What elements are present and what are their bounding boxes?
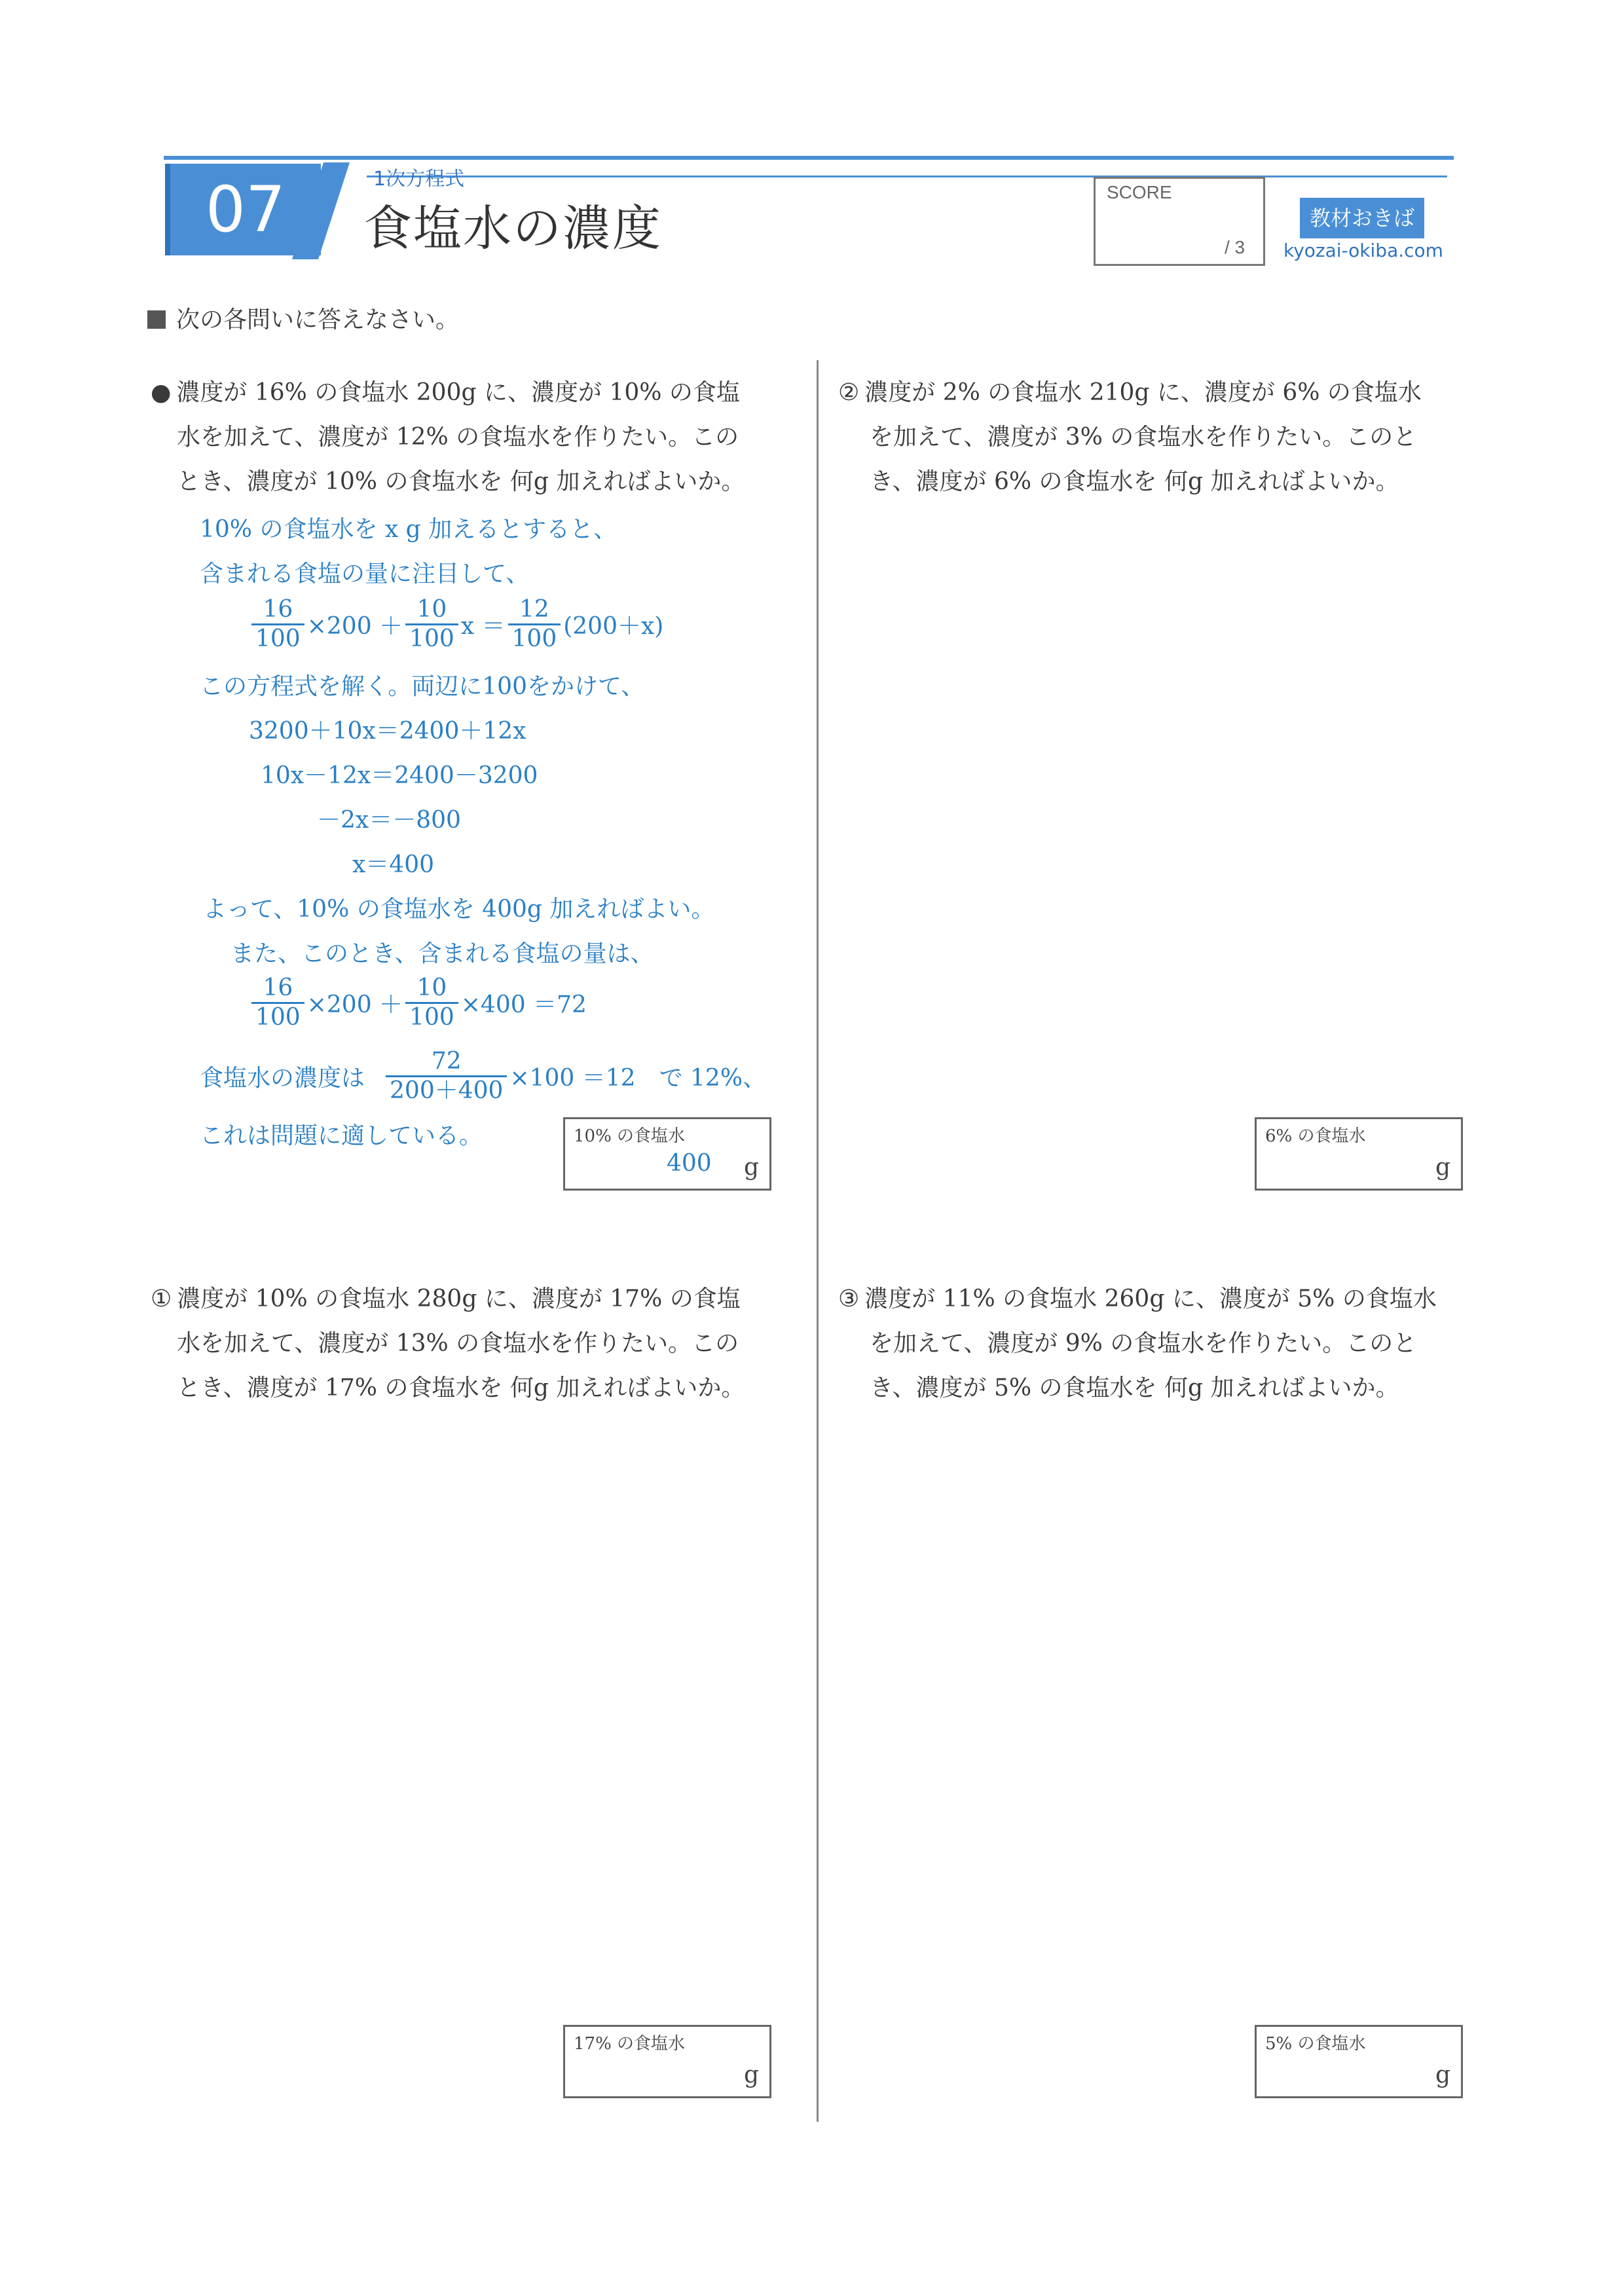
worksheet-subtitle: 1次方程式 (373, 168, 465, 191)
question-number: ③ (838, 1286, 860, 1312)
answer-label: 5% の食塩水 (1265, 2034, 1366, 2054)
solution-line-7: これは問題に適している。 (200, 1122, 483, 1149)
question-2 (838, 371, 1422, 504)
equation-3: 食塩水の濃度は $\frac{72}{200+400}$ ×100 ＝12 で 12%、 (200, 1048, 767, 1104)
fraction: $\frac{10}{100}$ (405, 596, 458, 653)
example-question (151, 371, 745, 504)
header-rule-thin (367, 176, 1447, 177)
brand-logo: 教材おきば (1300, 198, 1424, 238)
question-line-2: 水を加えて、濃度が 12% の食塩水を作りたい。この (177, 424, 739, 451)
question-line-1: ● 濃度が 16% の食塩水 200g に、濃度が 10% の食塩 (151, 379, 740, 406)
instruction (147, 301, 459, 335)
fraction: $\frac{10}{100}$ (405, 974, 458, 1031)
answer-unit: g (1435, 1154, 1451, 1181)
question-line-1: ① 濃度が 10% の食塩水 280g に、濃度が 17% の食塩 (151, 1286, 741, 1312)
score-label: SCORE (1107, 182, 1172, 202)
equation-2: $\frac{16}{100}$ ×200 ＋ $\frac{10}{100}$ ×400 ＝72 (249, 974, 587, 1031)
solution-line-4: よって、10% の食塩水を 400g 加えればよい。 (203, 896, 715, 923)
question-line-1: ② 濃度が 2% の食塩水 210g に、濃度が 6% の食塩水 (838, 379, 1422, 406)
brand-url: kyozai-okiba.com (1283, 240, 1443, 261)
solution-step-3: －2x＝－800 (317, 807, 461, 834)
solution-line-1: 10% の食塩水を x g 加えるとすると、 (200, 516, 618, 543)
answer-unit: g (744, 1154, 760, 1181)
answer-unit: g (744, 2062, 760, 2088)
answer-unit: g (1435, 2062, 1451, 2088)
solution-line-3: この方程式を解く。両辺に100をかけて、 (200, 673, 645, 700)
answer-label: 10% の食塩水 (574, 1126, 686, 1146)
question-line-2: を加えて、濃度が 3% の食塩水を作りたい。このと (870, 424, 1417, 451)
question-number: ① (151, 1286, 172, 1312)
solution-step-1: 3200＋10x＝2400＋12x (249, 718, 526, 745)
solution-line-5: また、このとき、含まれる食塩の量は、 (231, 940, 654, 967)
worksheet-title: 食塩水の濃度 (363, 200, 662, 257)
column-divider (817, 360, 819, 2122)
question-line-3: とき、濃度が 10% の食塩水を 何g 加えればよいか。 (177, 468, 745, 495)
instruction-text: 次の各問いに答えなさい。 (176, 306, 460, 333)
equation-1: $\frac{16}{100}$ ×200 ＋ $\frac{10}{100}$ x ＝ $\frac{12}{100}$ (200＋x) (249, 596, 663, 653)
fraction: $\frac{16}{100}$ (251, 596, 304, 653)
question-3 (838, 1277, 1437, 1411)
question-1 (151, 1277, 745, 1411)
answer-label: 6% の食塩水 (1265, 1126, 1366, 1146)
square-bullet-icon (147, 310, 166, 329)
question-line-1: ③ 濃度が 11% の食塩水 260g に、濃度が 5% の食塩水 (838, 1286, 1437, 1312)
fraction: $\frac{16}{100}$ (251, 974, 304, 1031)
solution-step-4: x＝400 (352, 851, 435, 878)
solution-line-2: 含まれる食塩の量に注目して、 (200, 561, 530, 587)
question-line-3: き、濃度が 6% の食塩水を 何g 加えればよいか。 (870, 468, 1399, 495)
answer-value: 400 (667, 1150, 712, 1177)
question-number: ② (838, 379, 860, 406)
question-line-3: とき、濃度が 17% の食塩水を 何g 加えればよいか。 (177, 1375, 745, 1401)
question-line-3: き、濃度が 5% の食塩水を 何g 加えればよいか。 (870, 1375, 1399, 1401)
score-total: / 3 (1225, 237, 1246, 257)
example-marker-icon: ● (151, 379, 172, 406)
header-rule (164, 156, 1454, 160)
question-line-2: 水を加えて、濃度が 13% の食塩水を作りたい。この (177, 1330, 739, 1357)
fraction: $\frac{12}{100}$ (508, 596, 561, 653)
answer-label: 17% の食塩水 (574, 2034, 686, 2054)
question-line-2: を加えて、濃度が 9% の食塩水を作りたい。このと (870, 1330, 1417, 1357)
worksheet-number: 07 (165, 164, 321, 255)
fraction: $\frac{72}{200+400}$ (386, 1048, 507, 1105)
solution-step-2: 10x－12x＝2400－3200 (261, 762, 538, 789)
